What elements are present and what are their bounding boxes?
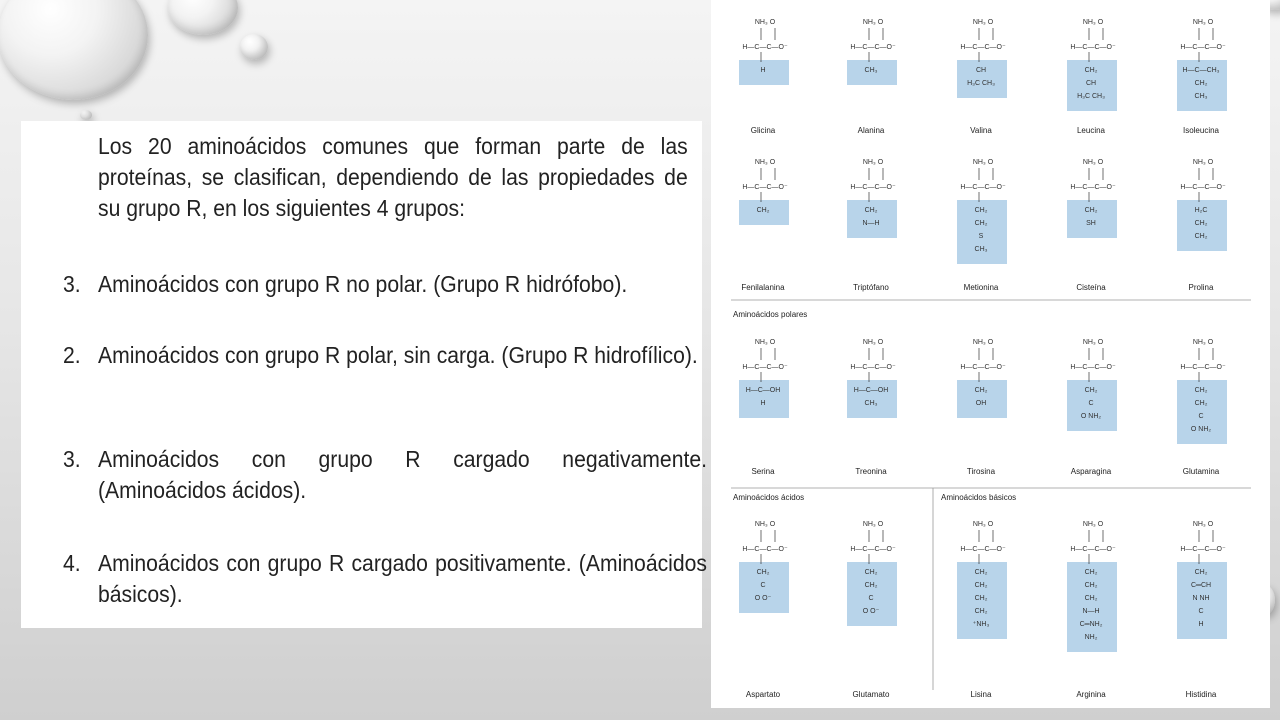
r-group-atom: CH₃ <box>1194 93 1208 100</box>
r-group-atom: CH₂ <box>864 582 878 589</box>
amino-acid-name: Aspartato <box>745 690 781 699</box>
r-group-atom: CH₂ <box>1194 400 1208 407</box>
r-group-atom: CH₂ <box>1084 569 1098 576</box>
amino-acid-cell <box>847 19 897 135</box>
backbone-label: H—C—C—O⁻ <box>1070 546 1116 553</box>
r-group-atom: H <box>760 67 766 74</box>
group-number: 3. <box>63 271 81 297</box>
r-group-atom: C <box>868 595 874 602</box>
r-group-highlight <box>957 380 1007 418</box>
backbone-label: H—C—C—O⁻ <box>850 364 896 371</box>
amino-group-label: NH₃ O <box>862 19 884 26</box>
r-group-highlight <box>847 380 897 418</box>
text-panel <box>21 121 707 628</box>
amino-group-label: NH₃ O <box>862 339 884 346</box>
amino-acid-name: Triptófano <box>853 283 889 292</box>
r-group-atom: H₃C CH₃ <box>967 80 995 87</box>
r-group-atom: CH₂ <box>1194 233 1208 240</box>
amino-acid-cell <box>1067 159 1117 292</box>
r-group-atom: CH₂ <box>974 220 988 227</box>
backbone-label: H—C—C—O⁻ <box>742 364 788 371</box>
group-item-4 <box>63 548 707 610</box>
r-group-atom: H₂C <box>1194 207 1208 214</box>
r-group-atom: CH₂ <box>974 608 988 615</box>
amino-acid-name: Serina <box>751 467 775 476</box>
water-drop-tiny <box>80 110 92 120</box>
amino-group-label: NH₃ O <box>1082 19 1104 26</box>
r-group-atom: CH <box>1085 80 1097 87</box>
r-group-atom: CH₂ <box>864 207 878 214</box>
amino-group-label: NH₃ O <box>1192 339 1214 346</box>
r-group-highlight <box>957 60 1007 98</box>
amino-acid-cell <box>1067 521 1117 699</box>
r-group-atom: H <box>1198 621 1204 628</box>
amino-acid-cell <box>1177 159 1227 292</box>
group-item-2 <box>63 340 707 371</box>
backbone-label: H—C—C—O⁻ <box>742 44 788 51</box>
group-item-1 <box>63 269 707 300</box>
backbone-label: H—C—C—O⁻ <box>960 184 1006 191</box>
backbone-label: H—C—C—O⁻ <box>850 44 896 51</box>
backbone-label: H—C—C—O⁻ <box>1070 184 1116 191</box>
amino-acid-name: Glutamina <box>1182 467 1220 476</box>
amino-acid-name: Glutamato <box>852 690 890 699</box>
r-group-atom: C═NH₂ <box>1079 621 1103 628</box>
amino-acid-cell <box>1177 521 1227 699</box>
amino-acid-name: Alanina <box>857 126 885 135</box>
r-group-atom: CH₃ <box>974 246 988 253</box>
amino-acid-cell <box>957 521 1007 699</box>
r-group-atom: H—C—OH <box>853 387 889 394</box>
r-group-atom: SH <box>1086 220 1096 227</box>
r-group-atom: O NH₂ <box>1190 426 1212 433</box>
r-group-atom: H—C—OH <box>745 387 781 394</box>
amino-acid-cell <box>847 339 897 476</box>
backbone-label: H—C—C—O⁻ <box>960 44 1006 51</box>
amino-group-label: NH₃ O <box>862 521 884 528</box>
amino-acid-cell <box>1067 19 1117 135</box>
r-group-atom: C <box>1198 608 1204 615</box>
backbone-label: H—C—C—O⁻ <box>850 184 896 191</box>
backbone-label: H—C—C—O⁻ <box>1180 184 1226 191</box>
amino-group-label: NH₃ O <box>972 19 994 26</box>
r-group-atom: C <box>1088 400 1094 407</box>
group-text: Aminoácidos con grupo R cargado negativamente. (Aminoácidos ácidos). <box>97 446 707 503</box>
section-label-basic: Aminoácidos básicos <box>941 493 1017 502</box>
amino-group-label: NH₃ O <box>1192 521 1214 528</box>
amino-acid-cell <box>739 339 789 476</box>
r-group-atom: C <box>760 582 766 589</box>
amino-acid-name: Prolina <box>1188 283 1214 292</box>
amino-acid-cell <box>739 19 789 135</box>
amino-acid-cell <box>739 521 789 699</box>
r-group-atom: CH₂ <box>1084 387 1098 394</box>
amino-acid-name: Histidina <box>1185 690 1217 699</box>
amino-acid-cell <box>957 159 1007 292</box>
amino-group-label: NH₃ O <box>1082 521 1104 528</box>
group-item-3 <box>63 444 707 506</box>
backbone-label: H—C—C—O⁻ <box>1180 364 1226 371</box>
group-text: Aminoácidos con grupo R polar, sin carga. (Grupo R hidrofílico). <box>97 342 698 368</box>
r-group-atom: CH₂ <box>974 582 988 589</box>
amino-acid-name: Isoleucina <box>1182 126 1220 135</box>
r-group-highlight <box>1067 200 1117 238</box>
r-group-highlight <box>739 380 789 418</box>
amino-acid-cell <box>957 19 1007 135</box>
water-drop-small <box>240 34 268 60</box>
backbone-label: H—C—C—O⁻ <box>850 546 896 553</box>
amino-acid-name: Treonina <box>855 467 887 476</box>
r-group-atom: O NH₂ <box>1080 413 1102 420</box>
amino-acid-structures-figure <box>711 0 1270 708</box>
r-group-atom: ⁺NH₃ <box>972 621 990 628</box>
water-drop-medium <box>168 0 238 35</box>
amino-acid-name: Valina <box>970 126 992 135</box>
r-group-atom: CH₂ <box>1084 595 1098 602</box>
amino-acid-name: Glicina <box>750 126 776 135</box>
amino-group-label: NH₃ O <box>972 339 994 346</box>
amino-acid-name: Cisteína <box>1076 283 1106 292</box>
amino-acid-cell <box>1067 339 1117 476</box>
backbone-label: H—C—C—O⁻ <box>960 364 1006 371</box>
r-group-atom: C <box>1198 413 1204 420</box>
amino-acid-cell <box>847 521 897 699</box>
amino-acid-name: Asparagina <box>1070 467 1112 476</box>
r-group-atom: CH₃ <box>864 67 878 74</box>
r-group-atom: CH₂ <box>974 595 988 602</box>
amino-acid-cell <box>739 159 789 292</box>
r-group-atom: CH₃ <box>864 400 878 407</box>
r-group-atom: CH₂ <box>756 569 770 576</box>
amino-group-label: NH₃ O <box>862 159 884 166</box>
amino-acid-name: Arginina <box>1076 690 1106 699</box>
amino-acid-cell <box>1177 19 1227 135</box>
r-group-atom: N—H <box>1082 608 1100 615</box>
r-group-highlight <box>847 200 897 238</box>
intro-paragraph: Los 20 aminoácidos comunes que forman parte de las proteínas, se clasifican, dependiendo de las propiedades de su grupo R, en los siguientes 4 grupos: <box>98 133 688 221</box>
r-group-atom: OH <box>975 400 987 407</box>
backbone-label: H—C—C—O⁻ <box>1180 546 1226 553</box>
group-number: 3. <box>63 446 81 472</box>
r-group-atom: H₃C CH₃ <box>1077 93 1105 100</box>
amino-group-label: NH₃ O <box>1082 339 1104 346</box>
amino-group-label: NH₃ O <box>972 159 994 166</box>
group-number: 2. <box>63 342 81 368</box>
amino-acid-name: Metionina <box>963 283 999 292</box>
group-text: Aminoácidos con grupo R no polar. (Grupo R hidrófobo). <box>97 271 628 297</box>
amino-group-label: NH₃ O <box>754 521 776 528</box>
r-group-atom: H—C—CH₃ <box>1182 67 1220 74</box>
r-group-atom: CH₂ <box>864 569 878 576</box>
r-group-atom: CH₂ <box>1084 67 1098 74</box>
r-group-atom: CH₂ <box>974 387 988 394</box>
r-group-atom: O O⁻ <box>754 595 772 602</box>
backbone-label: H—C—C—O⁻ <box>960 546 1006 553</box>
amino-group-label: NH₃ O <box>754 159 776 166</box>
amino-acid-cell <box>957 339 1007 476</box>
section-label-polar: Aminoácidos polares <box>733 310 808 319</box>
r-group-atom: N NH <box>1192 595 1210 602</box>
amino-group-label: NH₃ O <box>754 339 776 346</box>
r-group-atom: S <box>978 233 984 240</box>
structures-svg <box>711 0 1270 708</box>
amino-group-label: NH₃ O <box>1192 19 1214 26</box>
amino-acid-name: Fenilalanina <box>741 283 785 292</box>
water-drop-large <box>0 0 148 100</box>
amino-group-label: NH₃ O <box>1192 159 1214 166</box>
r-group-atom: CH₂ <box>1084 207 1098 214</box>
backbone-label: H—C—C—O⁻ <box>742 184 788 191</box>
amino-acid-name: Tirosina <box>966 467 996 476</box>
r-group-atom: CH₂ <box>1194 80 1208 87</box>
r-group-atom: CH₂ <box>1194 569 1208 576</box>
amino-acid-cell <box>847 159 897 292</box>
amino-group-label: NH₃ O <box>972 521 994 528</box>
backbone-label: H—C—C—O⁻ <box>742 546 788 553</box>
backbone-label: H—C—C—O⁻ <box>1070 364 1116 371</box>
amino-group-label: NH₃ O <box>754 19 776 26</box>
amino-acid-name: Lisina <box>970 690 992 699</box>
r-group-atom: O O⁻ <box>862 608 880 615</box>
backbone-label: H—C—C—O⁻ <box>1070 44 1116 51</box>
r-group-atom: CH₂ <box>974 207 988 214</box>
r-group-atom: N—H <box>862 220 880 227</box>
r-group-atom: CH <box>975 67 987 74</box>
group-text: Aminoácidos con grupo R cargado positivamente. (Aminoácidos básicos). <box>97 550 707 607</box>
amino-acid-cell <box>1177 339 1227 476</box>
r-group-atom: CH₂ <box>1084 582 1098 589</box>
backbone-label: H—C—C—O⁻ <box>1180 44 1226 51</box>
r-group-atom: H <box>760 400 766 407</box>
r-group-atom: CH₂ <box>974 569 988 576</box>
r-group-atom: C═CH <box>1190 582 1212 589</box>
r-group-atom: CH₂ <box>1194 387 1208 394</box>
r-group-atom: NH₂ <box>1084 634 1098 641</box>
group-number: 4. <box>63 550 81 576</box>
r-group-atom: CH₂ <box>756 207 770 214</box>
amino-acid-name: Leucina <box>1076 126 1106 135</box>
amino-group-label: NH₃ O <box>1082 159 1104 166</box>
section-label-acidic: Aminoácidos ácidos <box>733 493 805 502</box>
r-group-atom: CH₂ <box>1194 220 1208 227</box>
